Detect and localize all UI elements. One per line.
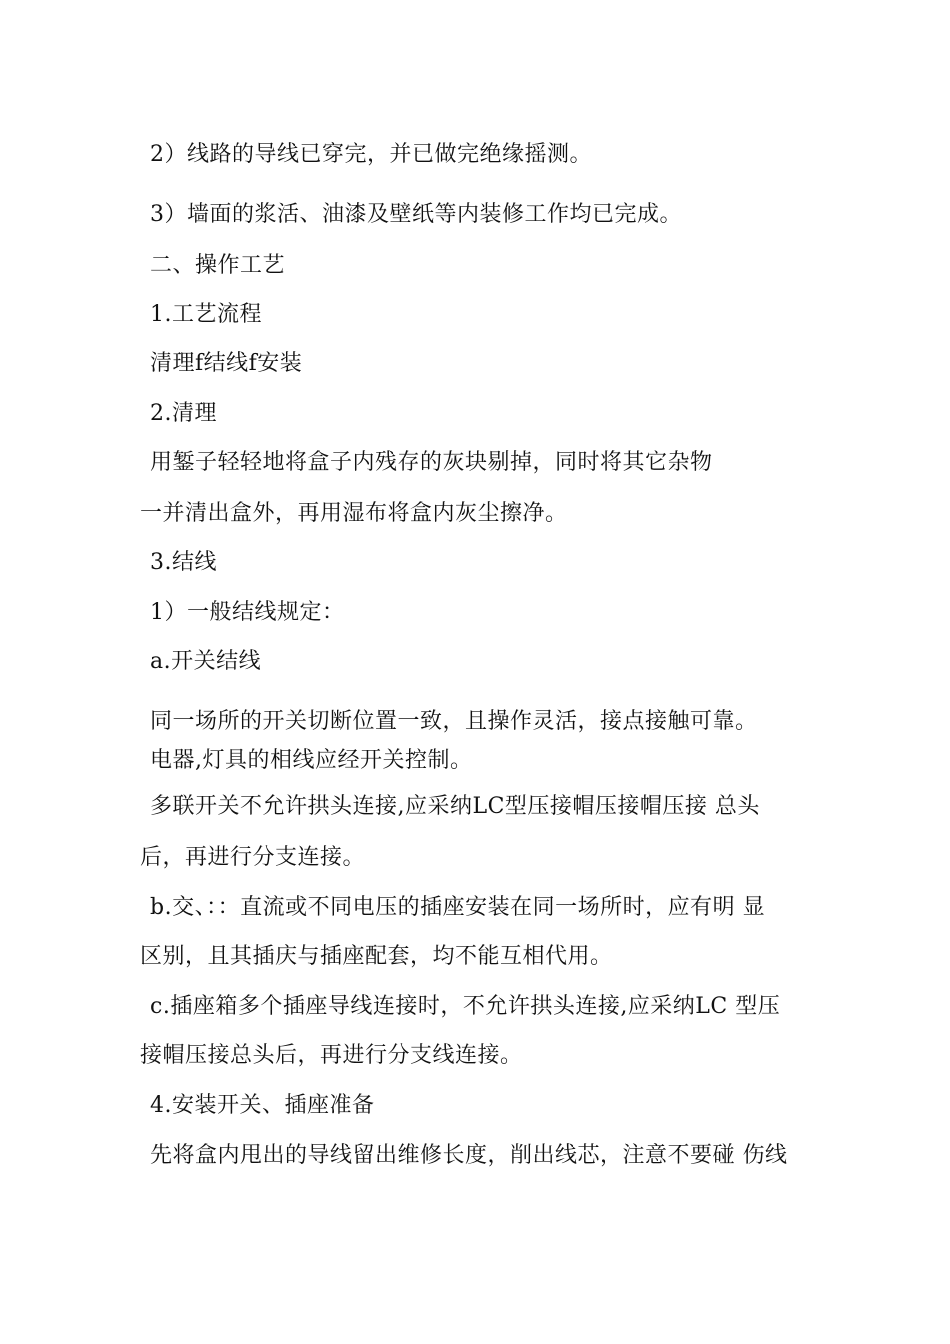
text-line: 先将盒内甩出的导线留出维修长度，削出线芯，注意不要碰 伤线 [150, 1143, 788, 1168]
text-line: 多联开关不允许拱头连接,应采纳LC型压接帽压接帽压接 总头 [150, 794, 760, 819]
text-line: 区别，且其插庆与插座配套，均不能互相代用。 [140, 944, 613, 969]
text-line: 接帽压接总头后，再进行分支线连接。 [140, 1043, 523, 1068]
text-line: 一并清出盒外，再用湿布将盒内灰尘擦净。 [140, 501, 568, 526]
subsection-heading: 2.清理 [150, 401, 217, 426]
subsection-heading: 3.结线 [150, 550, 217, 575]
text-line: 3）墙面的浆活、油漆及壁纸等内装修工作均已完成。 [150, 202, 682, 227]
text-line: 用錾子轻轻地将盒子内残存的灰块剔掉，同时将其它杂物 [150, 450, 713, 475]
subsection-heading: 1.工艺流程 [150, 302, 262, 327]
text-line: 电器,灯具的相线应经开关控制。 [150, 748, 473, 773]
text-line: 清理f结线f安装 [150, 351, 303, 376]
text-line: 同一场所的开关切断位置一致，且操作灵活，接点接触可靠。 [150, 709, 758, 734]
text-line: 1）一般结线规定： [150, 600, 345, 625]
text-line: 后，再进行分支连接。 [140, 845, 366, 870]
text-line: 2）线路的导线已穿完，并已做完绝缘摇测。 [150, 142, 592, 167]
subsection-heading: 4.安装开关、插座准备 [150, 1093, 375, 1118]
text-line: c.插座箱多个插座导线连接时，不允许拱头连接,应采纳LC 型压 [150, 994, 781, 1019]
text-line: a.开关结线 [150, 649, 262, 674]
text-line: b.交、：：直流或不同电压的插座安装在同一场所时，应有明 显 [150, 895, 766, 920]
section-heading: 二、操作工艺 [150, 253, 286, 278]
